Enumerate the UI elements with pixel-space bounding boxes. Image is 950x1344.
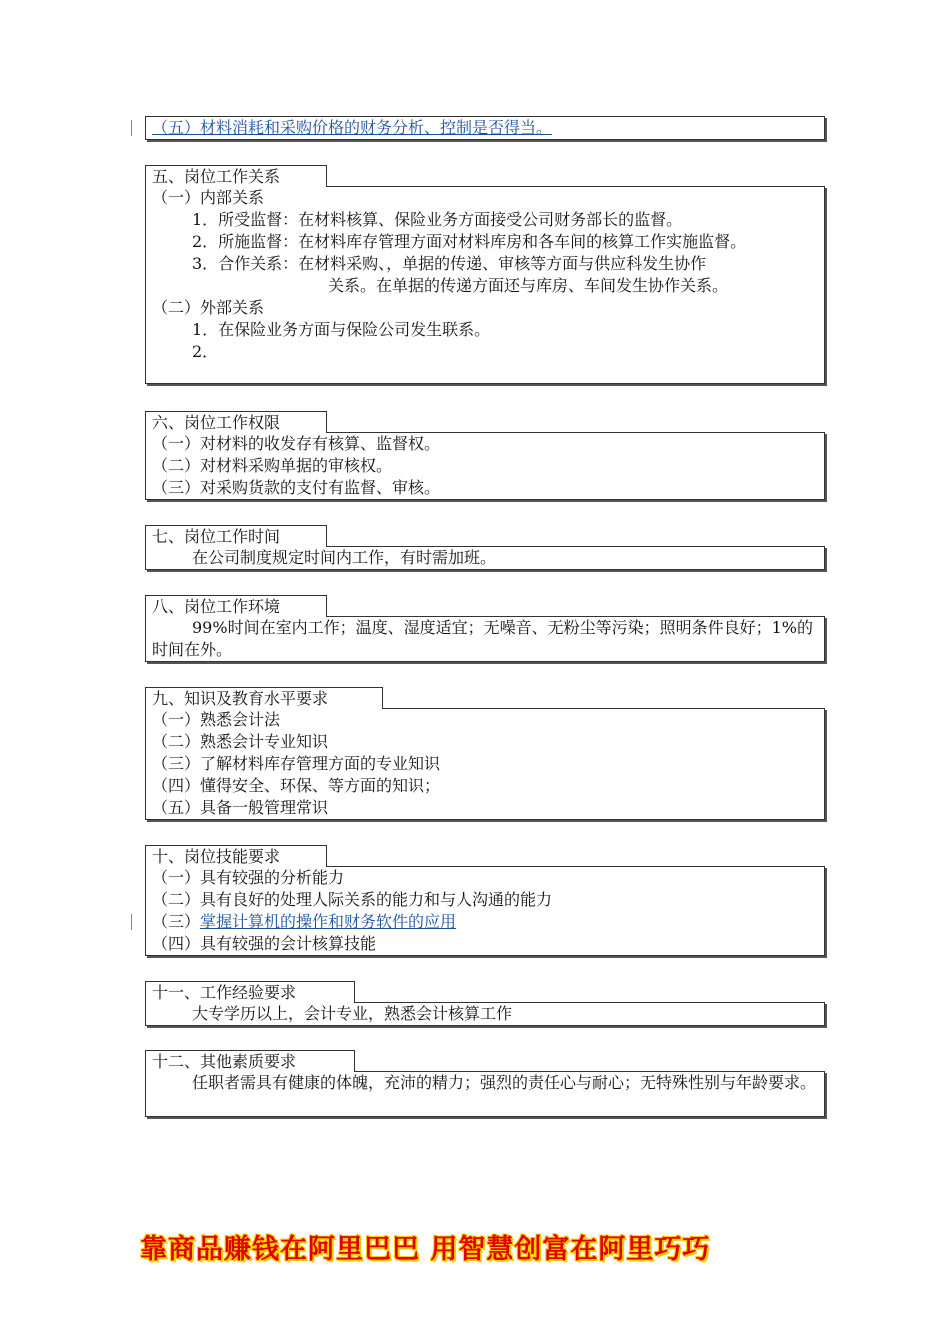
list-item: （二）具有良好的处理人际关系的能力和与人沟通的能力 xyxy=(152,890,553,909)
section-experience xyxy=(145,981,825,1026)
link-financial-analysis[interactable]: （五）材料消耗和采购价格的财务分析、控制是否得当。 xyxy=(152,118,553,137)
list-item: （五）具备一般管理常识 xyxy=(152,798,329,817)
section-title: 十二、其他素质要求 xyxy=(145,1050,355,1072)
section-work-environment xyxy=(145,595,825,662)
section-box xyxy=(145,1002,825,1026)
promo-banner[interactable]: 靠商品赚钱在阿里巴巴 用智慧创富在阿里巧巧 xyxy=(140,1234,711,1265)
section-skills xyxy=(145,845,825,956)
section-work-relations xyxy=(145,165,825,384)
list-item: （四）懂得安全、环保、等方面的知识； xyxy=(152,776,441,795)
section-title: 十一、工作经验要求 xyxy=(145,981,355,1003)
list-item: 3．合作关系：在材料采购、，单据的传递、审核等方面与供应科发生协作 xyxy=(192,254,707,273)
section-other-qualities xyxy=(145,1050,825,1117)
list-item: 在公司制度规定时间内工作，有时需加班。 xyxy=(192,548,497,567)
margin-marker xyxy=(131,120,132,136)
section-knowledge xyxy=(145,687,825,820)
list-item: （二）外部关系 xyxy=(152,298,265,317)
list-item-prefix: （三） xyxy=(152,912,201,931)
section-title: 五、岗位工作关系 xyxy=(145,165,327,187)
list-item xyxy=(152,911,818,933)
section-title: 八、岗位工作环境 xyxy=(145,595,327,617)
section-title: 七、岗位工作时间 xyxy=(145,525,327,547)
link-computer-skills[interactable]: 掌握计算机的操作和财务软件的应用 xyxy=(200,912,457,931)
section-title: 九、知识及教育水平要求 xyxy=(145,687,383,709)
margin-marker xyxy=(131,914,132,930)
list-item: 关系。在单据的传递方面还与库房、车间发生协作关系。 xyxy=(328,276,729,295)
section-authority xyxy=(145,411,825,500)
section-box xyxy=(145,866,825,956)
list-item xyxy=(152,231,818,253)
section-box xyxy=(145,708,825,820)
list-item: 大专学历以上，会计专业，熟悉会计核算工作 xyxy=(192,1004,513,1023)
list-item: （一）熟悉会计法 xyxy=(152,710,281,729)
section-box xyxy=(145,546,825,570)
section-box xyxy=(145,186,825,384)
list-item: （三）对采购货款的支付有监督、审核。 xyxy=(152,478,441,497)
section-box xyxy=(145,1071,825,1117)
list-item: （三）了解材料库存管理方面的专业知识 xyxy=(152,754,441,773)
section-box xyxy=(145,432,825,500)
section-work-time xyxy=(145,525,825,570)
list-item: 1．在保险业务方面与保险公司发生联系。 xyxy=(192,320,491,339)
list-item: （二）熟悉会计专业知识 xyxy=(152,732,329,751)
list-item: 任职者需具有健康的体魄，充沛的精力；强烈的责任心与耐心；无特殊性别与年龄要求。 xyxy=(192,1073,817,1092)
list-item: （一）对材料的收发存有核算、监督权。 xyxy=(152,434,441,453)
list-item-text: 2．所施监督：在材料库存管理方面对材料库房和各车间的核算工作实施监督。 xyxy=(192,232,747,251)
list-item: 99%时间在室内工作；温度、湿度适宜；无噪音、无粉尘等污染；照明条件良好；1%的时间在外。 xyxy=(152,618,813,659)
list-item: （一）具有较强的分析能力 xyxy=(152,868,345,887)
section-financial-analysis xyxy=(145,117,825,140)
list-item: 2． xyxy=(192,342,219,361)
list-item: （一）内部关系 xyxy=(152,188,265,207)
list-item: （二）对材料采购单据的审核权。 xyxy=(152,456,393,475)
section-box xyxy=(145,616,825,662)
list-item: 1．所受监督：在材料核算、保险业务方面接受公司财务部长的监督。 xyxy=(192,210,683,229)
section-title: 六、岗位工作权限 xyxy=(145,411,327,433)
section-box xyxy=(145,116,825,140)
list-item: （四）具有较强的会计核算技能 xyxy=(152,934,377,953)
section-title: 十、岗位技能要求 xyxy=(145,845,327,867)
